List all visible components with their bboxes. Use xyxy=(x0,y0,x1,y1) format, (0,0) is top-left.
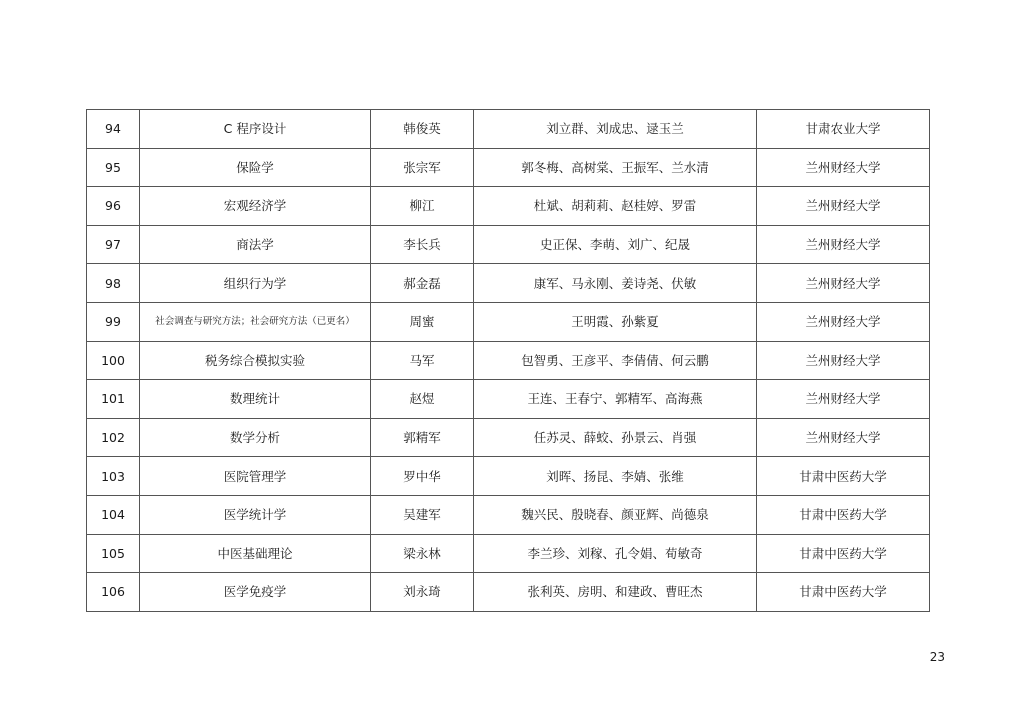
school-name-cell: 兰州财经大学 xyxy=(757,225,930,264)
course-name-cell: C 程序设计 xyxy=(140,110,371,149)
course-name-cell: 中医基础理论 xyxy=(140,534,371,573)
row-number-cell: 98 xyxy=(87,264,140,303)
team-members-cell: 刘晖、扬昆、李婧、张维 xyxy=(474,457,757,496)
row-number-cell: 95 xyxy=(87,148,140,187)
course-table xyxy=(86,109,930,612)
table-row xyxy=(87,534,930,573)
school-name-cell: 兰州财经大学 xyxy=(757,148,930,187)
school-name-cell: 兰州财经大学 xyxy=(757,187,930,226)
course-lead-cell: 马军 xyxy=(371,341,474,380)
team-members-cell: 杜斌、胡莉莉、赵桂婷、罗雷 xyxy=(474,187,757,226)
team-members-cell: 王连、王春宁、郭精军、高海燕 xyxy=(474,380,757,419)
row-number-cell: 102 xyxy=(87,418,140,457)
row-number-cell: 103 xyxy=(87,457,140,496)
course-name-cell: 税务综合模拟实验 xyxy=(140,341,371,380)
school-name-cell: 甘肃中医药大学 xyxy=(757,495,930,534)
row-number-cell: 106 xyxy=(87,573,140,612)
course-name-cell: 医学免疫学 xyxy=(140,573,371,612)
table-row xyxy=(87,110,930,149)
row-number-cell: 101 xyxy=(87,380,140,419)
school-name-cell: 甘肃农业大学 xyxy=(757,110,930,149)
team-members-cell: 郭冬梅、高树棠、王振军、兰水清 xyxy=(474,148,757,187)
team-members-cell: 王明霞、孙紫夏 xyxy=(474,302,757,341)
team-members-cell: 李兰珍、刘稼、孔令娟、荀敏奇 xyxy=(474,534,757,573)
row-number-cell: 97 xyxy=(87,225,140,264)
table-row xyxy=(87,187,930,226)
team-members-cell: 史正保、李萌、刘广、纪晟 xyxy=(474,225,757,264)
course-name-cell: 数学分析 xyxy=(140,418,371,457)
school-name-cell: 兰州财经大学 xyxy=(757,264,930,303)
course-lead-cell: 韩俊英 xyxy=(371,110,474,149)
school-name-cell: 兰州财经大学 xyxy=(757,341,930,380)
course-lead-cell: 柳江 xyxy=(371,187,474,226)
table-row xyxy=(87,573,930,612)
school-name-cell: 兰州财经大学 xyxy=(757,380,930,419)
team-members-cell: 张利英、房明、和建政、曹旺杰 xyxy=(474,573,757,612)
course-lead-cell: 李长兵 xyxy=(371,225,474,264)
team-members-cell: 魏兴民、殷晓春、颜亚辉、尚德泉 xyxy=(474,495,757,534)
team-members-cell: 康军、马永刚、姜诗尧、伏敏 xyxy=(474,264,757,303)
course-name-cell: 医院管理学 xyxy=(140,457,371,496)
course-lead-cell: 周蜜 xyxy=(371,302,474,341)
course-lead-cell: 赵煜 xyxy=(371,380,474,419)
page-number: 23 xyxy=(929,650,945,664)
course-lead-cell: 罗中华 xyxy=(371,457,474,496)
table-row xyxy=(87,495,930,534)
table-row xyxy=(87,302,930,341)
course-lead-cell: 郝金磊 xyxy=(371,264,474,303)
school-name-cell: 甘肃中医药大学 xyxy=(757,573,930,612)
course-name-cell: 社会调查与研究方法；社会研究方法（已更名） xyxy=(140,302,371,341)
course-name-cell: 保险学 xyxy=(140,148,371,187)
course-name-cell: 医学统计学 xyxy=(140,495,371,534)
course-lead-cell: 郭精军 xyxy=(371,418,474,457)
team-members-cell: 包智勇、王彦平、李倩倩、何云鹏 xyxy=(474,341,757,380)
table-row xyxy=(87,457,930,496)
table-row xyxy=(87,418,930,457)
course-name-cell: 数理统计 xyxy=(140,380,371,419)
table-row xyxy=(87,225,930,264)
row-number-cell: 104 xyxy=(87,495,140,534)
row-number-cell: 105 xyxy=(87,534,140,573)
team-members-cell: 刘立群、刘成忠、逯玉兰 xyxy=(474,110,757,149)
row-number-cell: 94 xyxy=(87,110,140,149)
table-body xyxy=(87,110,930,612)
row-number-cell: 100 xyxy=(87,341,140,380)
course-lead-cell: 吴建军 xyxy=(371,495,474,534)
course-name-cell: 宏观经济学 xyxy=(140,187,371,226)
course-lead-cell: 张宗军 xyxy=(371,148,474,187)
table-row xyxy=(87,148,930,187)
row-number-cell: 99 xyxy=(87,302,140,341)
table-row xyxy=(87,264,930,303)
table-row xyxy=(87,341,930,380)
team-members-cell: 任苏灵、薛蛟、孙景云、肖强 xyxy=(474,418,757,457)
course-lead-cell: 梁永林 xyxy=(371,534,474,573)
table-row xyxy=(87,380,930,419)
school-name-cell: 兰州财经大学 xyxy=(757,418,930,457)
school-name-cell: 甘肃中医药大学 xyxy=(757,457,930,496)
course-name-cell: 商法学 xyxy=(140,225,371,264)
course-name-cell: 组织行为学 xyxy=(140,264,371,303)
row-number-cell: 96 xyxy=(87,187,140,226)
school-name-cell: 甘肃中医药大学 xyxy=(757,534,930,573)
school-name-cell: 兰州财经大学 xyxy=(757,302,930,341)
course-lead-cell: 刘永琦 xyxy=(371,573,474,612)
